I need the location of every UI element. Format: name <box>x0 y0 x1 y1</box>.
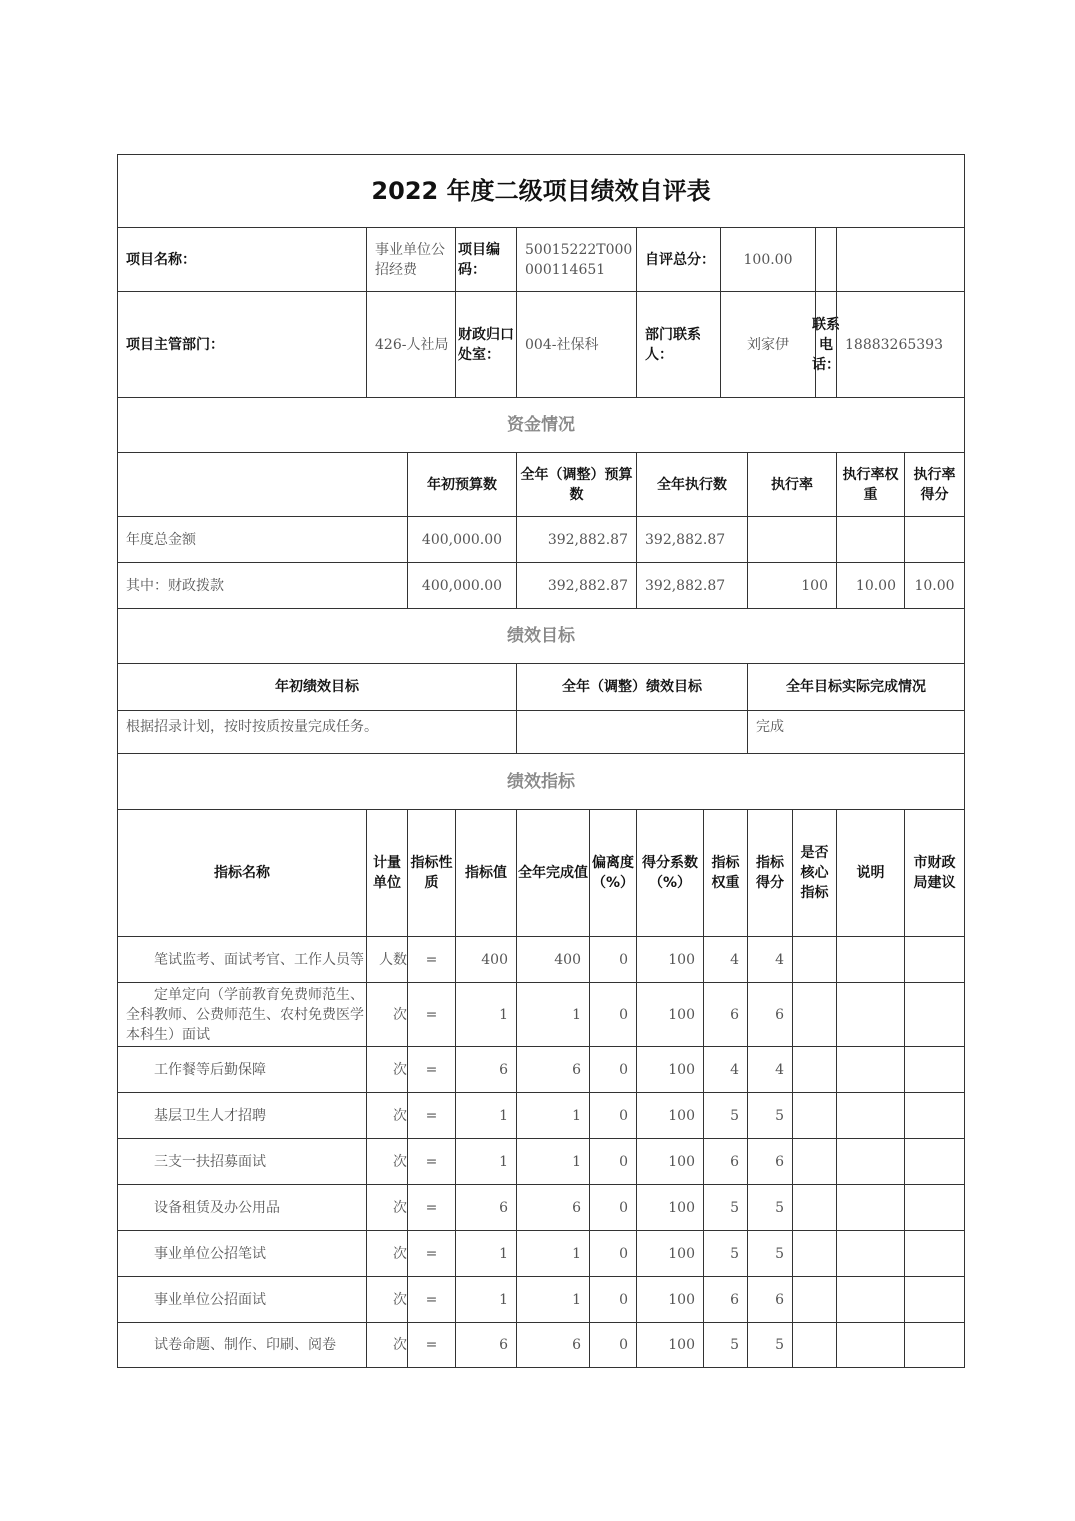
indicator-cell: 1 <box>455 1276 517 1323</box>
funding-header: 执行率得分 <box>904 452 965 517</box>
indicator-cell: 0 <box>589 1092 637 1139</box>
indicator-cell: 5 <box>703 1322 748 1368</box>
indicator-name: 基层卫生人才招聘 <box>117 1092 367 1139</box>
indicator-cell: 5 <box>747 1184 793 1231</box>
funding-row-label: 其中：财政拨款 <box>117 562 408 609</box>
indicator-cell: 0 <box>589 1046 637 1093</box>
finance-office-label: 财政归口处室： <box>455 291 517 398</box>
goals-section-title: 绩效目标 <box>117 608 965 664</box>
goals-header: 全年目标实际完成情况 <box>747 663 965 711</box>
goals-header: 全年（调整）绩效目标 <box>516 663 748 711</box>
project-name-label: 项目名称： <box>117 227 367 292</box>
indicator-cell: 4 <box>703 1046 748 1093</box>
indicator-name: 设备租赁及办公用品 <box>117 1184 367 1231</box>
indicator-header: 偏离度（%） <box>589 809 637 937</box>
indicator-cell <box>792 1138 837 1185</box>
self-score-value: 100.00 <box>720 227 816 292</box>
indicator-cell <box>836 1322 905 1368</box>
indicator-header: 指标得分 <box>747 809 793 937</box>
indicator-cell <box>836 1046 905 1093</box>
indicator-cell <box>836 1230 905 1277</box>
self-score-label: 自评总分： <box>636 227 721 292</box>
indicator-cell: 5 <box>703 1230 748 1277</box>
indicator-header: 得分系数（%） <box>636 809 704 937</box>
indicator-header: 指标值 <box>455 809 517 937</box>
project-code-label: 项目编码： <box>455 227 517 292</box>
indicator-cell <box>904 1184 965 1231</box>
indicator-cell: 次 <box>366 1322 408 1368</box>
goals-cell <box>516 710 748 754</box>
indicator-cell: 次 <box>366 982 408 1047</box>
indicator-name: 三支一扶招募面试 <box>117 1138 367 1185</box>
indicator-cell <box>836 1138 905 1185</box>
indicator-cell <box>904 1276 965 1323</box>
indicator-cell <box>836 982 905 1047</box>
funding-header: 全年执行数 <box>636 452 748 517</box>
indicator-header: 说明 <box>836 809 905 937</box>
indicator-cell: = <box>407 1046 456 1093</box>
indicator-cell <box>792 1230 837 1277</box>
phone-value: 18883265393 <box>836 291 965 398</box>
indicator-cell: = <box>407 1092 456 1139</box>
indicators-section-title: 绩效指标 <box>117 753 965 810</box>
indicator-cell: 0 <box>589 936 637 983</box>
indicator-cell: 0 <box>589 1276 637 1323</box>
contact-person-label: 部门联系人： <box>636 291 721 398</box>
indicator-cell <box>792 1046 837 1093</box>
indicator-cell <box>836 1092 905 1139</box>
indicator-cell <box>792 1276 837 1323</box>
indicator-cell <box>792 936 837 983</box>
funding-header <box>117 452 408 517</box>
indicator-cell: 5 <box>703 1092 748 1139</box>
indicator-header: 指标名称 <box>117 809 367 937</box>
funding-header: 全年（调整）预算数 <box>516 452 637 517</box>
indicator-name: 试卷命题、制作、印刷、阅卷 <box>117 1322 367 1368</box>
indicator-cell: 1 <box>516 1230 590 1277</box>
funding-cell: 400,000.00 <box>407 562 517 609</box>
funding-cell: 10.00 <box>904 562 965 609</box>
indicator-cell <box>904 1322 965 1368</box>
indicator-cell: = <box>407 1276 456 1323</box>
indicator-cell <box>904 982 965 1047</box>
indicator-cell: 6 <box>455 1046 517 1093</box>
indicator-header: 是否核心指标 <box>792 809 837 937</box>
funding-cell: 392,882.87 <box>636 562 748 609</box>
indicator-cell: 1 <box>516 1138 590 1185</box>
indicator-cell: 6 <box>703 982 748 1047</box>
indicator-cell: 6 <box>747 1138 793 1185</box>
funding-cell: 10.00 <box>836 562 905 609</box>
indicator-cell <box>836 1184 905 1231</box>
finance-office-value: 004-社保科 <box>516 291 637 398</box>
funding-cell: 392,882.87 <box>516 562 637 609</box>
contact-person-value: 刘家伊 <box>720 291 816 398</box>
indicator-cell: 1 <box>516 1276 590 1323</box>
indicator-cell: 100 <box>636 1184 704 1231</box>
indicator-cell: 0 <box>589 1184 637 1231</box>
indicator-cell <box>904 1092 965 1139</box>
indicator-cell: 0 <box>589 982 637 1047</box>
indicator-header: 计量单位 <box>366 809 408 937</box>
indicator-cell: = <box>407 1322 456 1368</box>
indicator-cell: 次 <box>366 1230 408 1277</box>
indicator-cell: 5 <box>747 1092 793 1139</box>
indicator-cell: 次 <box>366 1138 408 1185</box>
funding-cell: 400,000.00 <box>407 516 517 563</box>
indicator-cell <box>904 1138 965 1185</box>
indicator-cell: 100 <box>636 936 704 983</box>
phone-label: 联系电话： <box>815 291 837 398</box>
funding-section-title: 资金情况 <box>117 397 965 453</box>
indicator-cell: 次 <box>366 1092 408 1139</box>
indicator-name: 笔试监考、面试考官、工作人员等 <box>117 936 367 983</box>
indicator-cell: 100 <box>636 1138 704 1185</box>
indicator-cell: 6 <box>703 1276 748 1323</box>
goals-header: 年初绩效目标 <box>117 663 517 711</box>
funding-cell: 392,882.87 <box>636 516 748 563</box>
indicator-cell: 400 <box>516 936 590 983</box>
indicator-cell: = <box>407 982 456 1047</box>
funding-cell: 392,882.87 <box>516 516 637 563</box>
indicator-cell: 100 <box>636 1276 704 1323</box>
indicator-cell <box>904 1046 965 1093</box>
empty-cell <box>836 227 965 292</box>
project-code-value: 50015222T000000114651 <box>516 227 637 292</box>
indicator-cell: 6 <box>455 1322 517 1368</box>
indicator-cell <box>792 1322 837 1368</box>
indicator-cell <box>904 936 965 983</box>
indicator-cell: 100 <box>636 982 704 1047</box>
indicator-cell: = <box>407 936 456 983</box>
funding-cell <box>836 516 905 563</box>
indicator-header: 全年完成值 <box>516 809 590 937</box>
indicator-cell: 1 <box>455 982 517 1047</box>
indicator-cell: = <box>407 1138 456 1185</box>
goals-cell: 根据招录计划，按时按质按量完成任务。 <box>117 710 517 754</box>
indicator-cell: 1 <box>455 1138 517 1185</box>
indicator-cell: 6 <box>516 1046 590 1093</box>
indicator-cell: 100 <box>636 1092 704 1139</box>
indicator-name: 事业单位公招笔试 <box>117 1230 367 1277</box>
department-label: 项目主管部门： <box>117 291 367 398</box>
funding-cell: 100 <box>747 562 837 609</box>
funding-header: 执行率 <box>747 452 837 517</box>
indicator-cell: 6 <box>703 1138 748 1185</box>
indicator-cell: 次 <box>366 1046 408 1093</box>
indicator-name: 事业单位公招面试 <box>117 1276 367 1323</box>
indicator-cell: 0 <box>589 1322 637 1368</box>
indicator-cell: 4 <box>703 936 748 983</box>
indicator-cell: 1 <box>455 1230 517 1277</box>
indicator-header: 市财政局建议 <box>904 809 965 937</box>
funding-cell <box>904 516 965 563</box>
indicator-cell: 4 <box>747 1046 793 1093</box>
funding-header: 执行率权重 <box>836 452 905 517</box>
indicator-cell: 6 <box>455 1184 517 1231</box>
indicator-name: 定单定向（学前教育免费师范生、全科教师、公费师范生、农村免费医学本科生）面试 <box>117 982 367 1047</box>
indicator-cell <box>792 1184 837 1231</box>
indicator-cell: 5 <box>747 1322 793 1368</box>
indicator-cell <box>836 936 905 983</box>
page-title: 2022 年度二级项目绩效自评表 <box>117 154 965 228</box>
indicator-cell: 6 <box>516 1322 590 1368</box>
indicator-cell: 4 <box>747 936 793 983</box>
indicator-cell: 0 <box>589 1138 637 1185</box>
indicator-cell: 6 <box>747 982 793 1047</box>
department-value: 426-人社局 <box>366 291 456 398</box>
funding-cell <box>747 516 837 563</box>
indicator-cell: 100 <box>636 1322 704 1368</box>
indicator-cell: 6 <box>747 1276 793 1323</box>
indicator-cell: 1 <box>455 1092 517 1139</box>
indicator-cell <box>792 1092 837 1139</box>
indicator-cell: 100 <box>636 1046 704 1093</box>
indicator-cell <box>836 1276 905 1323</box>
indicator-cell: 100 <box>636 1230 704 1277</box>
funding-header: 年初预算数 <box>407 452 517 517</box>
indicator-cell: 次 <box>366 1184 408 1231</box>
indicator-cell: 5 <box>703 1184 748 1231</box>
empty-cell <box>815 227 837 292</box>
indicator-cell: 5 <box>747 1230 793 1277</box>
funding-row-label: 年度总金额 <box>117 516 408 563</box>
indicator-cell: 0 <box>589 1230 637 1277</box>
indicator-cell: 次 <box>366 1276 408 1323</box>
indicator-cell <box>792 982 837 1047</box>
indicator-header: 指标权重 <box>703 809 748 937</box>
project-name-value: 事业单位公招经费 <box>366 227 456 292</box>
indicator-cell: 400 <box>455 936 517 983</box>
indicator-cell: 1 <box>516 1092 590 1139</box>
indicator-header: 指标性质 <box>407 809 456 937</box>
indicator-cell: 人数 <box>366 936 408 983</box>
indicator-cell: = <box>407 1184 456 1231</box>
indicator-cell: = <box>407 1230 456 1277</box>
goals-cell: 完成 <box>747 710 965 754</box>
indicator-cell: 6 <box>516 1184 590 1231</box>
indicator-cell <box>904 1230 965 1277</box>
indicator-cell: 1 <box>516 982 590 1047</box>
indicator-name: 工作餐等后勤保障 <box>117 1046 367 1093</box>
